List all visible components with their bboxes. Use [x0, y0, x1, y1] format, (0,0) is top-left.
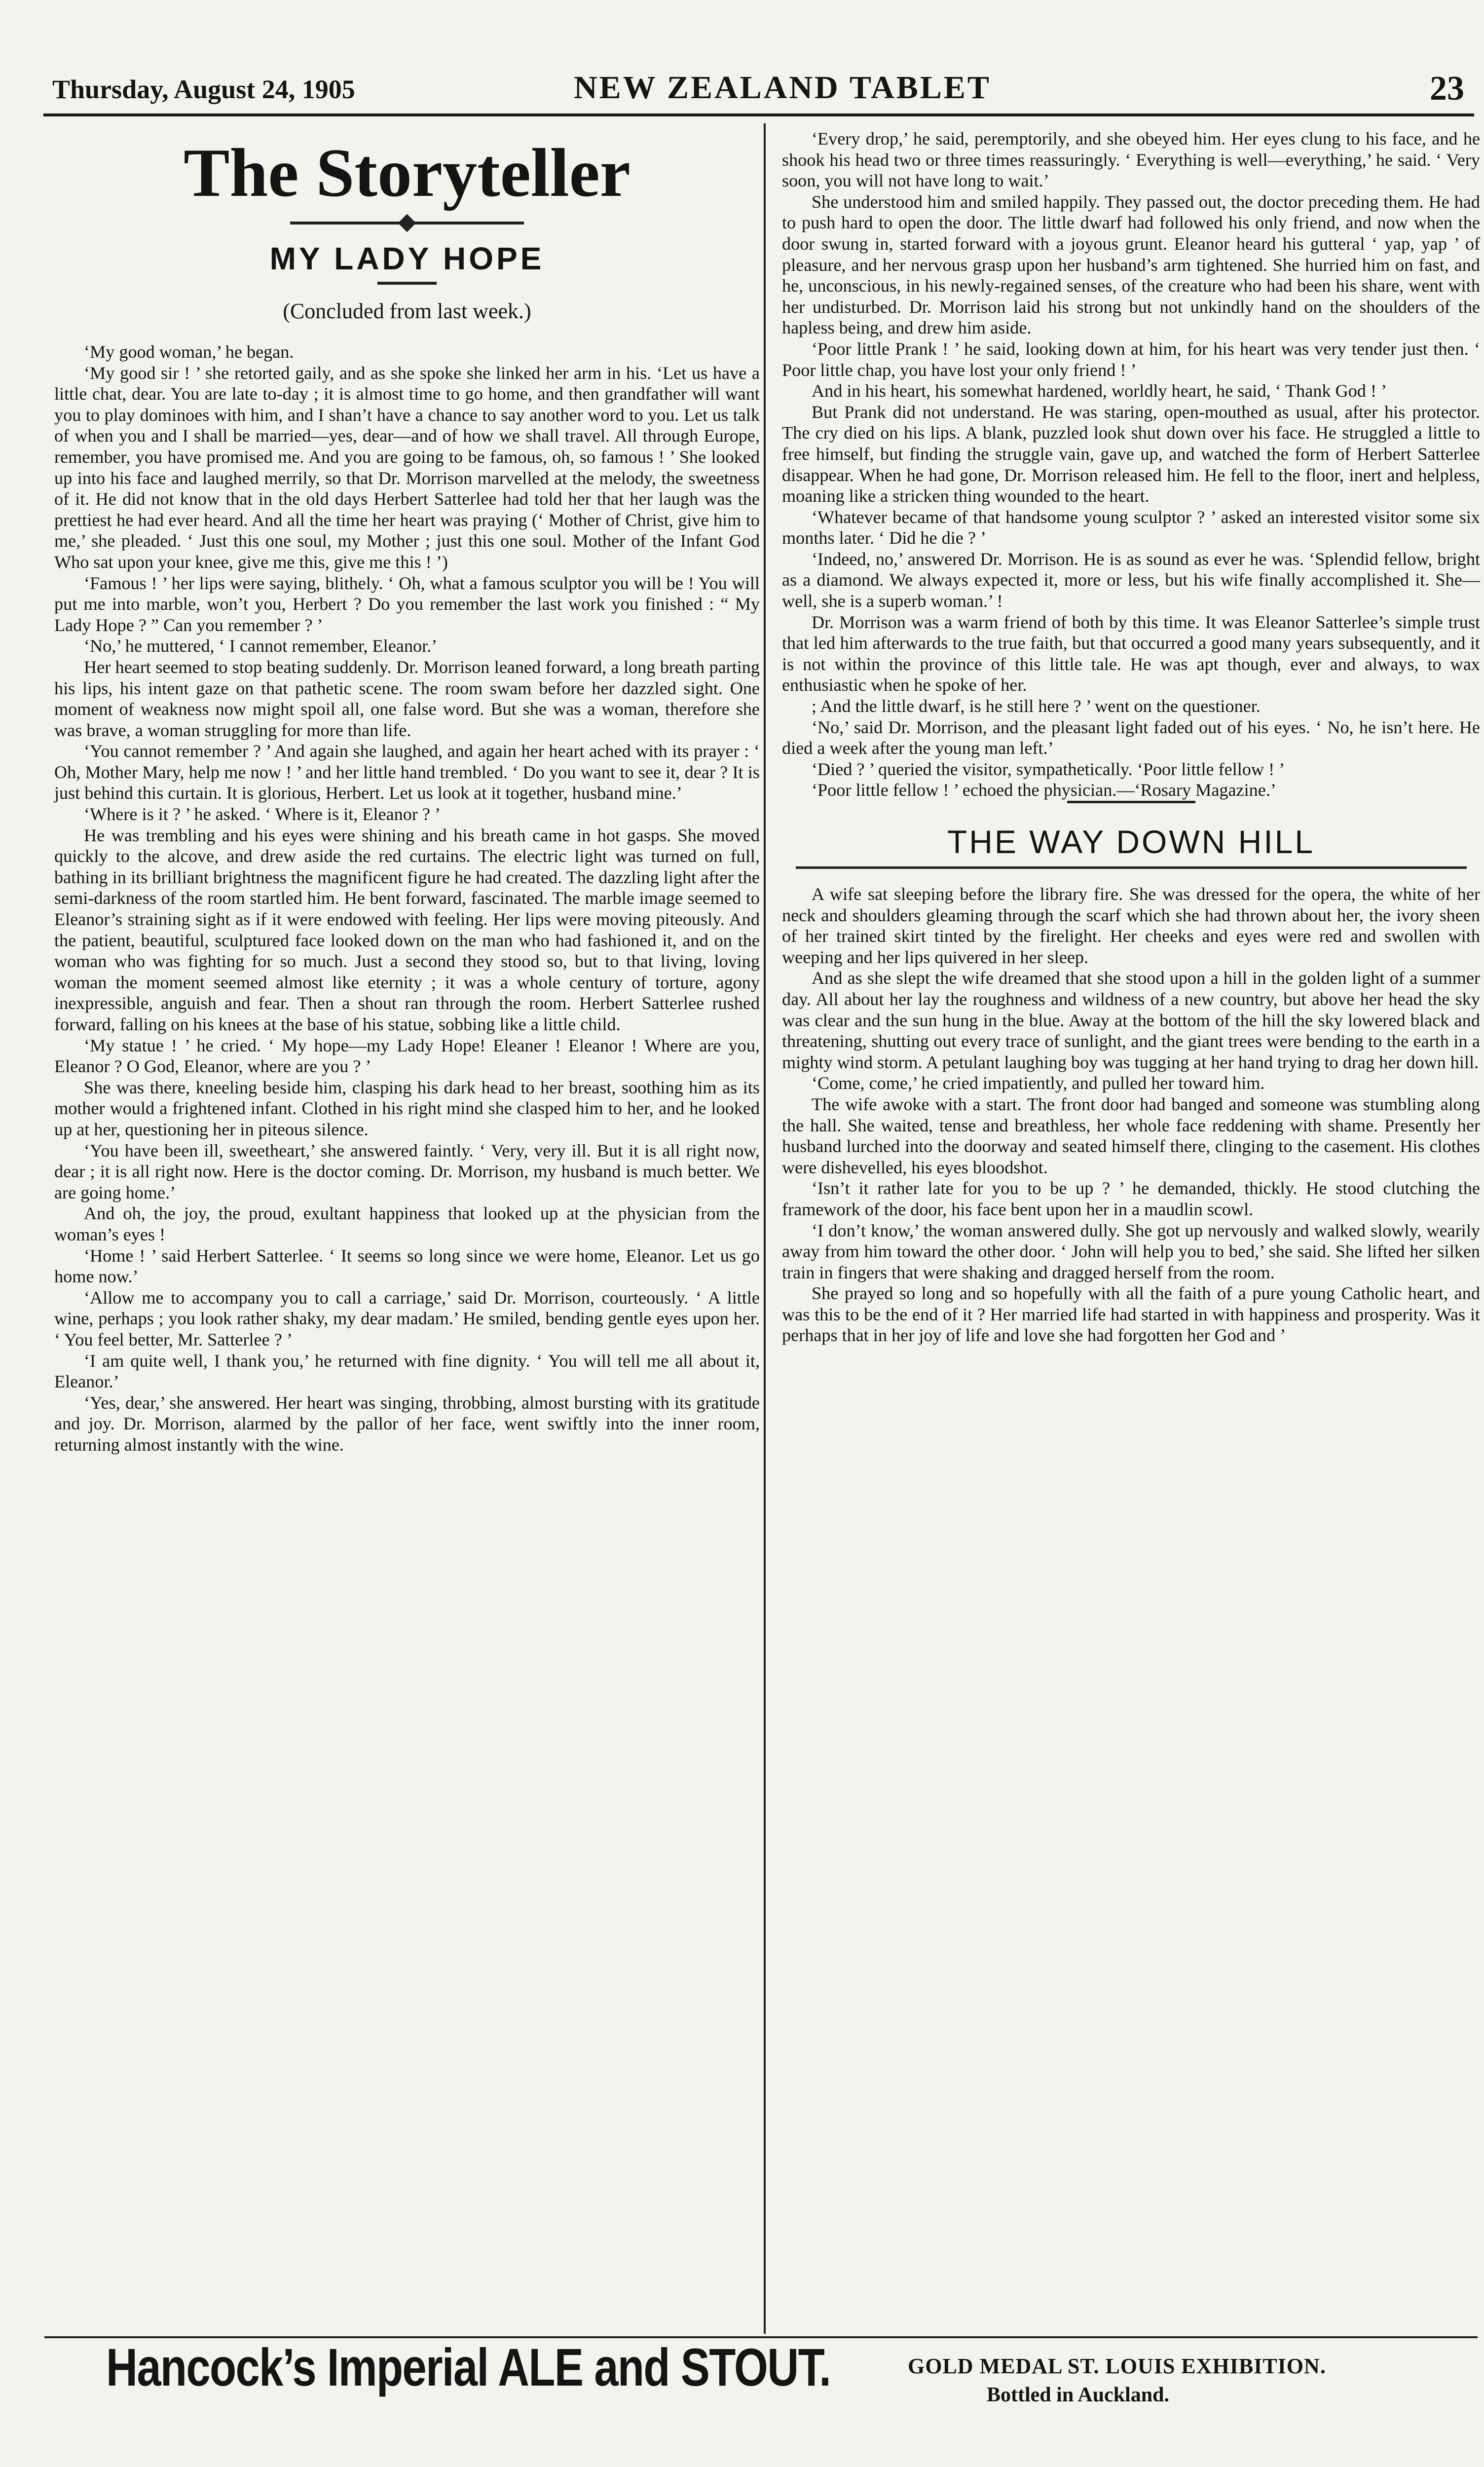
paragraph: ‘My good woman,’ he began.	[84, 342, 294, 362]
story-continuation	[782, 128, 1480, 801]
column-divider	[764, 123, 766, 2334]
paragraph: ‘My good sir ! ’ she retorted gaily, and as she spoke she linked her arm in his. ‘Let us have a little chat, dear. You are late to-day ; it is almost time to go home, and then grandfather will want you to play dominoes with him, and I shan’t have a chance to say another word to you. Let us talk of when you and I shall be married—yes, dear—and of how we shall travel. All through Europe, remember, you have promised me. And you are going to be famous, oh, so famous ! ’ She looked up into his face and laughed merrily, so that Dr. Morrison marvelled at the melody, the sweetness of it. He did not know that in the old days Herbert Satterlee had told her that her laugh was the prettiest he had ever heard. And all the time her heart was praying (‘ Mother of Christ, give him to me,’ she pleaded. ‘ Just this one soul, my Mother ; just this one soul. Mother of the Infant God Who sat upon your knee, give me this, give me this ! ’)	[54, 363, 760, 572]
paragraph: She prayed so long and so hopefully with all the faith of a pure young Catholic heart, and was this to be the end of it ? Her married life had started in with happiness and prosperity. Was it perhaps that in her joy of life and love she had forgotten her God and ’	[782, 1283, 1480, 1346]
paragraph: She was there, kneeling beside him, clasping his dark head to her breast, soothing him as its mother would a frightened infant. Clothed in his right mind she clasped him to her, and he looked up at her, questioning her in piteous silence.	[54, 1077, 760, 1139]
paragraph: ‘Famous ! ’ her lips were saying, blithely. ‘ Oh, what a famous sculptor you will be ! You will put me into marble, won’t you, Herbert ? Do you remember the last work you finished : “ My Lady Hope ? ” Can you remember ? ’	[54, 573, 760, 635]
paragraph: ‘Died ? ’ queried the visitor, sympathetically. ‘Poor little fellow ! ’	[812, 759, 1285, 779]
paragraph: ‘You cannot remember ? ’ And again she laughed, and again her heart ached with its prayer : ‘ Oh, Mother Mary, help me now ! ’ and her little hand trembled. ‘ Do you want to see it, dear ? It is just behind this curtain. It is glorious, Herbert. Let us look at it together, husband mine.’	[54, 741, 760, 803]
story-title-rule	[377, 282, 437, 285]
paragraph: ‘Every drop,’ he said, peremptorily, and she obeyed him. Her eyes clung to his face, and he shook his head two or three times reassuringly. ‘ Everything is well—everything,’ he said. ‘ Very soon, you will not have long to wait.’	[782, 129, 1480, 191]
paragraph: ‘Yes, dear,’ she answered. Her heart was singing, throbbing, almost bursting with its gratitude and joy. Dr. Morrison, alarmed by the pallor of her face, went swiftly into the inner room, returning almost instantly with the wine.	[54, 1392, 760, 1455]
paragraph: ‘I am quite well, I thank you,’ he returned with fine dignity. ‘ You will tell me all about it, Eleanor.’	[54, 1350, 760, 1392]
paragraph: And oh, the joy, the proud, exultant happiness that looked up at the physician from the woman’s eyes !	[54, 1203, 760, 1244]
paragraph: The wife awoke with a start. The front door had banged and someone was stumbling along the hall. She waited, tense and breathless, her whole face reddening with shame. Presently her husband lurched into the doorway and seated himself there, clinging to the casement. His clothes were dishevelled, his eyes bloodshot.	[782, 1094, 1480, 1177]
header-rule	[43, 113, 1474, 116]
paragraph: ‘Whatever became of that handsome young sculptor ? ’ asked an interested visitor some six months later. ‘ Did he die ? ’	[782, 507, 1480, 548]
paragraph: But Prank did not understand. He was staring, open-mouthed as usual, after his protector. The cry died on his lips. A blank, puzzled look shut down over his face. He struggled a little to free himself, but finding the struggle vain, gave up, and watched the form of Herbert Satterlee disappear. When he had gone, Dr. Morrison released him. He fell to the floor, inert and helpless, moaning like a stricken thing wounded to the heart.	[782, 402, 1480, 506]
article-title: THE WAY DOWN HILL	[947, 823, 1315, 860]
paragraph: She understood him and smiled happily. They passed out, the doctor preceding them. He had to push hard to open the door. The little dwarf had followed his only friend, and now when the door swung in, started forward with a joyous grunt. Eleanor heard his gutteral ‘ yap, yap ’ of pleasure, and her nervous grasp upon her husband’s arm tightened. She hurried him on fast, and he, unconscious, in his newly-regained senses, of the creature who had been his share, went with her undisturbed. Dr. Morrison laid his strong but not unkindly hand on the shoulders of the hapless being, and drew him aside.	[782, 191, 1480, 338]
title-ornament	[54, 217, 760, 229]
page-number: 23	[1430, 70, 1464, 108]
ornament-diamond-icon	[398, 214, 416, 232]
story-body	[54, 341, 760, 1455]
paragraph: ‘You have been ill, sweetheart,’ she answered faintly. ‘ Very, very ill. But it is all right now, dear ; it is all right now. Here is the doctor coming. Dr. Morrison, my husband is much better. We are going home.’	[54, 1140, 760, 1202]
paragraph: Her heart seemed to stop beating suddenly. Dr. Morrison leaned forward, a long breath parting his lips, his intent gaze on that pathetic scene. The room swam before her dazzled sight. One moment of weakness now might spoil all, one false word. But she was a woman, therefore she was brave, a woman struggling for more than life.	[54, 657, 760, 740]
right-column	[782, 128, 1480, 1346]
section-title: The Storyteller	[184, 135, 631, 211]
paragraph: ‘I don’t know,’ the woman answered dully. She got up nervously and walked slowly, wearily away from him toward the other door. ‘ John will help you to bed,’ she said. She lifted her silken train in fingers that were shaking and dragged herself from the room.	[782, 1220, 1480, 1282]
paragraph: ‘Where is it ? ’ he asked. ‘ Where is it, Eleanor ? ’	[84, 804, 441, 824]
advertisement-ale-stout: Hancock’s Imperial ALE and STOUT.	[106, 2337, 831, 2397]
paragraph: And as she slept the wife dreamed that she stood upon a hill in the golden light of a summer day. All about her lay the roughness and wildness of a new country, but above her head the sky was clear and the sun hung in the blue. Away at the bottom of the hill the sky lowered black and threatening, shutting out every trace of sunlight, and the giant trees were bending to the earth in a mighty wind storm. A petulant laughing boy was tugging at her hand trying to drag her down hill.	[782, 968, 1480, 1072]
paragraph: ‘Poor little Prank ! ’ he said, looking down at him, for his heart was very tender just then. ‘ Poor little chap, you have lost your only friend ! ’	[782, 338, 1480, 380]
left-column	[54, 128, 760, 1455]
story-title: MY LADY HOPE	[269, 241, 545, 276]
paragraph: ‘Come, come,’ he cried impatiently, and pulled her toward him.	[812, 1073, 1265, 1093]
page-header	[43, 64, 1474, 118]
masthead-title: NEW ZEALAND TABLET	[574, 70, 991, 106]
advertisement-medal: GOLD MEDAL ST. LOUIS EXHIBITION.	[908, 2354, 1326, 2378]
paragraph: ‘Home ! ’ said Herbert Satterlee. ‘ It seems so long since we were home, Eleanor. Let us go home now.’	[54, 1245, 760, 1287]
paragraph: ‘No,’ said Dr. Morrison, and the pleasant light faded out of his eyes. ‘ No, he isn’t here. He died a week after the young man left.’	[782, 717, 1480, 758]
paragraph: A wife sat sleeping before the library fire. She was dressed for the opera, the white of her neck and shoulders gleaming through the scarf which she had thrown about her, the ivory sheen of her trained skirt tinted by the firelight. Her cheeks and eyes were red and swollen with weeping and her lips quivered in her sleep.	[782, 884, 1480, 967]
article-body	[782, 884, 1480, 1346]
ornament-line	[410, 222, 524, 224]
paragraph: ‘No,’ he muttered, ‘ I cannot remember, Eleanor.’	[84, 636, 438, 656]
ornament-line	[290, 222, 404, 224]
article-title-rule	[796, 866, 1467, 869]
story-subtitle: (Concluded from last week.)	[283, 299, 531, 323]
paragraph: He was trembling and his eyes were shining and his breath came in hot gasps. She moved quickly to the alcove, and drew aside the red curtains. The electric light was turned on full, bathing in its brilliant brightness the magnificent figure he had created. The dazzling light after the semi-darkness of the room startled him. He bent forward, fascinated. The marble image seemed to Eleanor’s straining sight as if it were endowed with feeling. Her lips were moving piteously. And the patient, beautiful, sculptured face looked down on the man who had fashioned it, and on the woman who was fighting for so much. Just a second they stood so, but to that living, loving woman the moment seemed almost like eternity ; it was a whole century of torture, agony inexpressible, anguish and fear. Then a shout ran through the room. Herbert Satterlee rushed forward, falling on his knees at the base of his statue, sobbing like a little child.	[54, 825, 760, 1034]
section-separator	[1067, 801, 1195, 803]
paragraph: Dr. Morrison was a warm friend of both by this time. It was Eleanor Satterlee’s simple trust that led him afterwards to the true faith, but that occurred a good many years subsequently, and it is not within the province of this little tale. He was apt though, ever and always, to wax enthusiastic when he spoke of her.	[782, 612, 1480, 695]
paragraph: ‘Isn’t it rather late for you to be up ? ’ he demanded, thickly. He stood clutching the framework of the door, his face bent upon her in a maudlin scowl.	[782, 1178, 1480, 1219]
paragraph: ‘My statue ! ’ he cried. ‘ My hope—my Lady Hope! Eleaner ! Eleanor ! Where are you, Eleanor ? O God, Eleanor, where are you ? ’	[54, 1035, 760, 1077]
advertisement-bottled: Bottled in Auckland.	[987, 2384, 1169, 2406]
paragraph: ‘Allow me to accompany you to call a carriage,’ said Dr. Morrison, courteously. ‘ A little wine, perhaps ; you look rather shaky, my dear madam.’ He smiled, bending gentle eyes upon her. ‘ You feel better, Mr. Satterlee ? ’	[54, 1287, 760, 1349]
paragraph: And in his heart, his somewhat hardened, worldly heart, he said, ‘ Thank God ! ’	[812, 381, 1387, 401]
paragraph: ; And the little dwarf, is he still here ? ’ went on the questioner.	[812, 696, 1261, 716]
issue-date: Thursday, August 24, 1905	[52, 75, 355, 104]
paragraph: ‘Indeed, no,’ answered Dr. Morrison. He is as sound as ever he was. ‘Splendid fellow, bright as a diamond. We always expected it, more or less, but his wife finally accomplished it. She—well, she is a superb woman.’ !	[782, 549, 1480, 611]
paragraph: ‘Poor little fellow ! ’ echoed the physician.—‘Rosary Magazine.’	[812, 780, 1276, 800]
